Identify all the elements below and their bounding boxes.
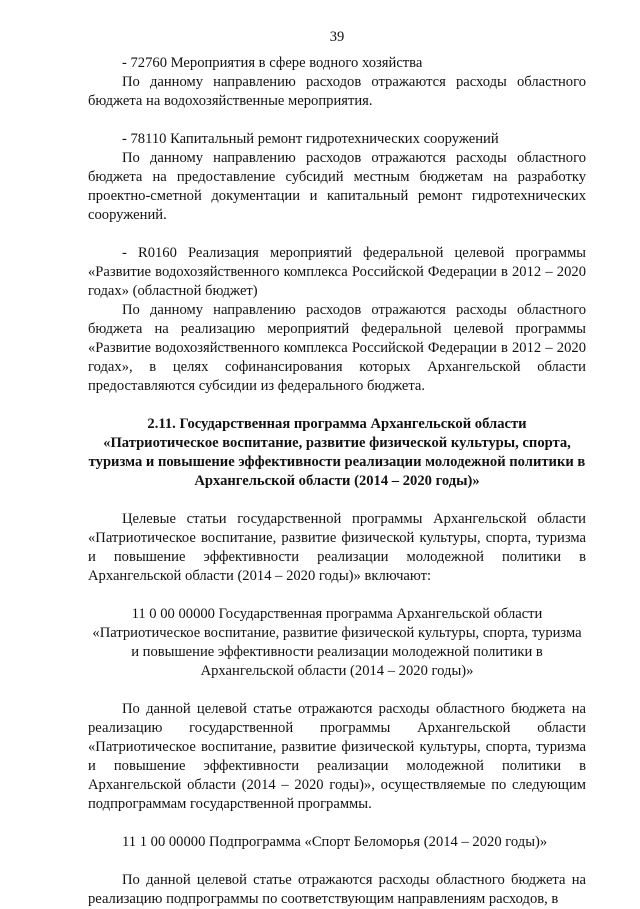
item-r0160-title: - R0160 Реализация мероприятий федеральной целевой программы «Развитие водохозяйственного комплекса Российской Федерации в 2012 – 2020 годах» (областной бюджет) [88,245,586,299]
section-intro: Целевые статьи государственной программы Архангельской области «Патриотическое воспитание, развитие физической культуры, спорта, туризма и повышение эффективности реализации молодежной политики в Архангельской области (2014 – 2020 годы)» включают: [88,511,586,584]
subprogram-description: По данной целевой статье отражаются расходы областного бюджета на реализацию подпрограммы по соответствующим направлениям расходов, в [88,872,586,907]
item-72760-title: - 72760 Мероприятия в сфере водного хозяйства [122,55,423,71]
subprogram-title: 11 1 00 00000 Подпрограмма «Спорт Беломорья (2014 – 2020 годы)» [122,834,548,850]
item-72760-description: По данному направлению расходов отражаются расходы областного бюджета на водохозяйственные мероприятия. [88,74,586,109]
spacer [88,814,586,833]
spacer [88,396,586,415]
spacer [88,225,586,244]
item-78110-description: По данному направлению расходов отражаются расходы областного бюджета на предоставление субсидий местным бюджетам на разработку проектно-сметной документации и капитальный ремонт гидротехнических сооружений. [88,150,586,223]
spacer [88,586,586,605]
page-number: 39 [329,29,345,45]
spacer [88,111,586,130]
section-heading: 2.11. Государственная программа Архангельской области «Патриотическое воспитание, развитие физической культуры, спорта, туризма и повышение эффективности реализации молодежной политики в Архангельской области (2014 – 2020 годы)» [88,416,586,489]
program-description: По данной целевой статье отражаются расходы областного бюджета на реализацию государственной программы Архангельской области «Патриотическое воспитание, развитие физической культуры, спорта, туризма и повышение эффективности реализации молодежной политики в Архангельской области (2014 – 2020 годы)», осуществляемые по следующим подпрограммам государственной программы. [88,701,586,812]
item-78110-title: - 78110 Капитальный ремонт гидротехнических сооружений [122,131,499,147]
spacer [88,852,586,871]
program-title: 11 0 00 00000 Государственная программа Архангельской области «Патриотическое воспитание, развитие физической культуры, спорта, туризма и повышение эффективности реализации молодежной политики в Архангельской области (2014 – 2020 годы)» [92,606,582,679]
item-r0160-description: По данному направлению расходов отражаются расходы областного бюджета на реализацию мероприятий федеральной целевой программы «Развитие водохозяйственного комплекса Российской Федерации в 2012 – 2020 годах», в целях софинансирования которых Архангельской области предоставляются субсидии из федерального бюджета. [88,302,586,394]
spacer [88,681,586,700]
document-page [88,28,586,909]
spacer [88,491,586,510]
